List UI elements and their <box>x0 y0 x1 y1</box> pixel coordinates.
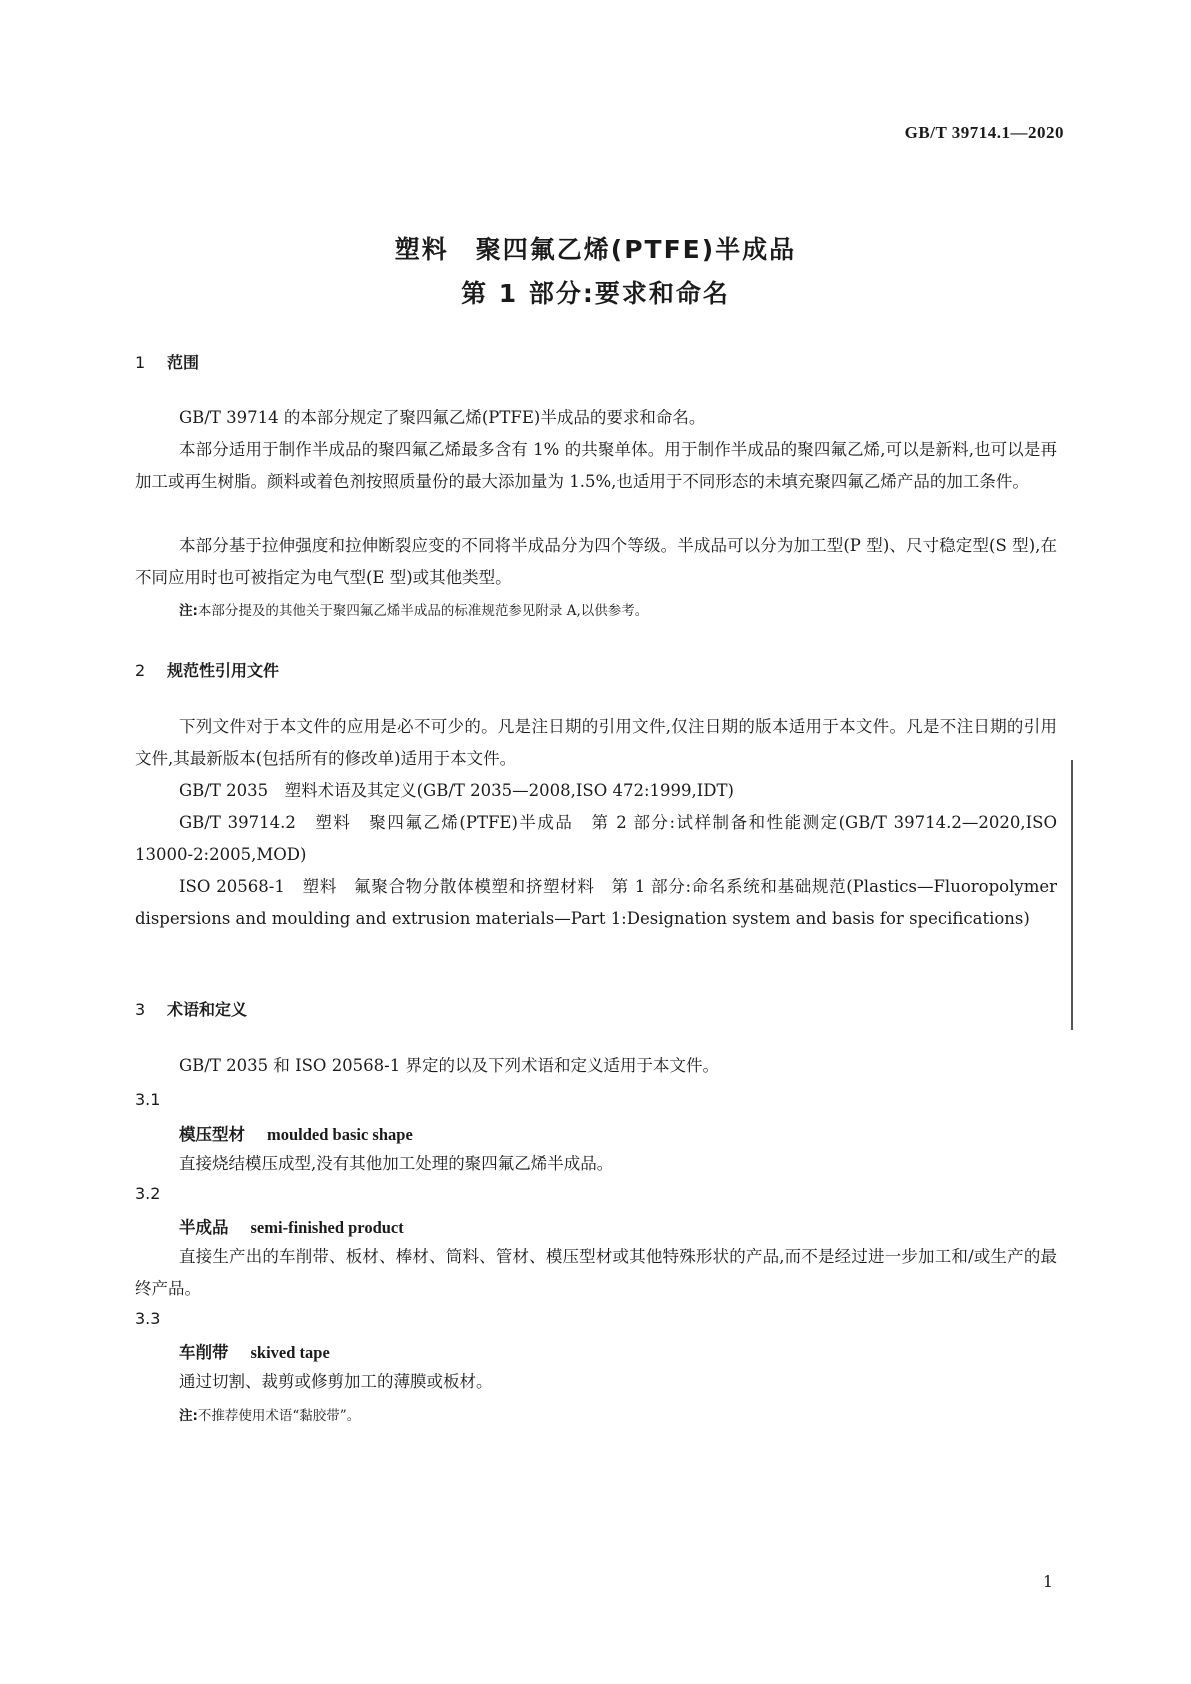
document-title-line1: 塑料 聚四氟乙烯(PTFE)半成品 <box>394 235 797 264</box>
term-entry <box>179 1214 404 1238</box>
term-definition: 通过切割、裁剪或修剪加工的薄膜或板材。 <box>179 1372 493 1391</box>
section-1-note <box>179 599 648 619</box>
section-title: 规范性引用文件 <box>167 661 280 680</box>
note-text: 本部分提及的其他关于聚四氟乙烯半成品的标准规范参见附录 A,以供参考。 <box>197 603 649 619</box>
term-entry <box>179 1339 330 1363</box>
term-english: semi-finished product <box>250 1218 404 1237</box>
normative-reference-3: ISO 20568-1 塑料 氟聚合物分散体模塑和挤塑材料 第 1 部分:命名系统和基础规范(Plastics—Fluoropolymer dispersions and moulding and extrusion materials—Part 1:Designation system and basis for specifications) <box>135 877 1057 928</box>
standard-code: GB/T 39714.1—2020 <box>904 123 1064 142</box>
term-chinese: 车削带 <box>179 1343 229 1362</box>
term-english: skived tape <box>250 1343 330 1362</box>
section-number: 3 <box>135 1000 146 1019</box>
term-definition: 直接生产出的车削带、板材、棒材、筒料、管材、模压型材或其他特殊形状的产品,而不是经过进一步加工和/或生产的最终产品。 <box>135 1247 1057 1298</box>
section-title: 范围 <box>167 353 200 372</box>
section-3-intro: GB/T 2035 和 ISO 20568-1 界定的以及下列术语和定义适用于本文件。 <box>179 1056 719 1075</box>
term-definition: 直接烧结模压成型,没有其他加工处理的聚四氟乙烯半成品。 <box>179 1154 614 1173</box>
section-1-paragraph-1: GB/T 39714 的本部分规定了聚四氟乙烯(PTFE)半成品的要求和命名。 <box>179 408 706 427</box>
term-number: 3.1 <box>135 1090 161 1109</box>
term-chinese: 半成品 <box>179 1218 229 1237</box>
change-bar <box>1071 760 1073 1030</box>
section-2-heading <box>135 658 279 681</box>
note-label: 注: <box>179 1408 198 1424</box>
section-2-paragraph-1: 下列文件对于本文件的应用是必不可少的。凡是注日期的引用文件,仅注日期的版本适用于本文件。凡是不注日期的引用文件,其最新版本(包括所有的修改单)适用于本文件。 <box>135 717 1057 768</box>
page-number: 1 <box>1042 1572 1053 1591</box>
term-chinese: 模压型材 <box>179 1125 245 1144</box>
section-1-heading <box>135 350 199 373</box>
document-title-line2: 第 1 部分:要求和命名 <box>461 279 730 308</box>
section-3-heading <box>135 997 247 1020</box>
normative-reference-2: GB/T 39714.2 塑料 聚四氟乙烯(PTFE)半成品 第 2 部分:试样制备和性能测定(GB/T 39714.2—2020,ISO 13000-2:2005,MOD) <box>135 813 1057 864</box>
normative-reference-1: GB/T 2035 塑料术语及其定义(GB/T 2035—2008,ISO 472:1999,IDT) <box>179 781 734 800</box>
note-text: 不推荐使用术语“黏胶带”。 <box>197 1408 361 1424</box>
note-label: 注: <box>179 603 198 619</box>
section-number: 2 <box>135 661 146 680</box>
section-1-paragraph-3: 本部分基于拉伸强度和拉伸断裂应变的不同将半成品分为四个等级。半成品可以分为加工型(P 型)、尺寸稳定型(S 型),在不同应用时也可被指定为电气型(E 型)或其他类型。 <box>135 536 1057 587</box>
section-title: 术语和定义 <box>167 1000 248 1019</box>
term-english: moulded basic shape <box>267 1125 413 1144</box>
section-number: 1 <box>135 353 146 372</box>
section-1-paragraph-2: 本部分适用于制作半成品的聚四氟乙烯最多含有 1% 的共聚单体。用于制作半成品的聚四氟乙烯,可以是新料,也可以是再加工或再生树脂。颜料或着色剂按照质量份的最大添加量为 1.5%,也适用于不同形态的未填充聚四氟乙烯产品的加工条件。 <box>135 440 1057 491</box>
term-number: 3.2 <box>135 1184 161 1203</box>
term-number: 3.3 <box>135 1309 161 1328</box>
section-3-note <box>179 1404 360 1424</box>
term-entry <box>179 1121 413 1145</box>
